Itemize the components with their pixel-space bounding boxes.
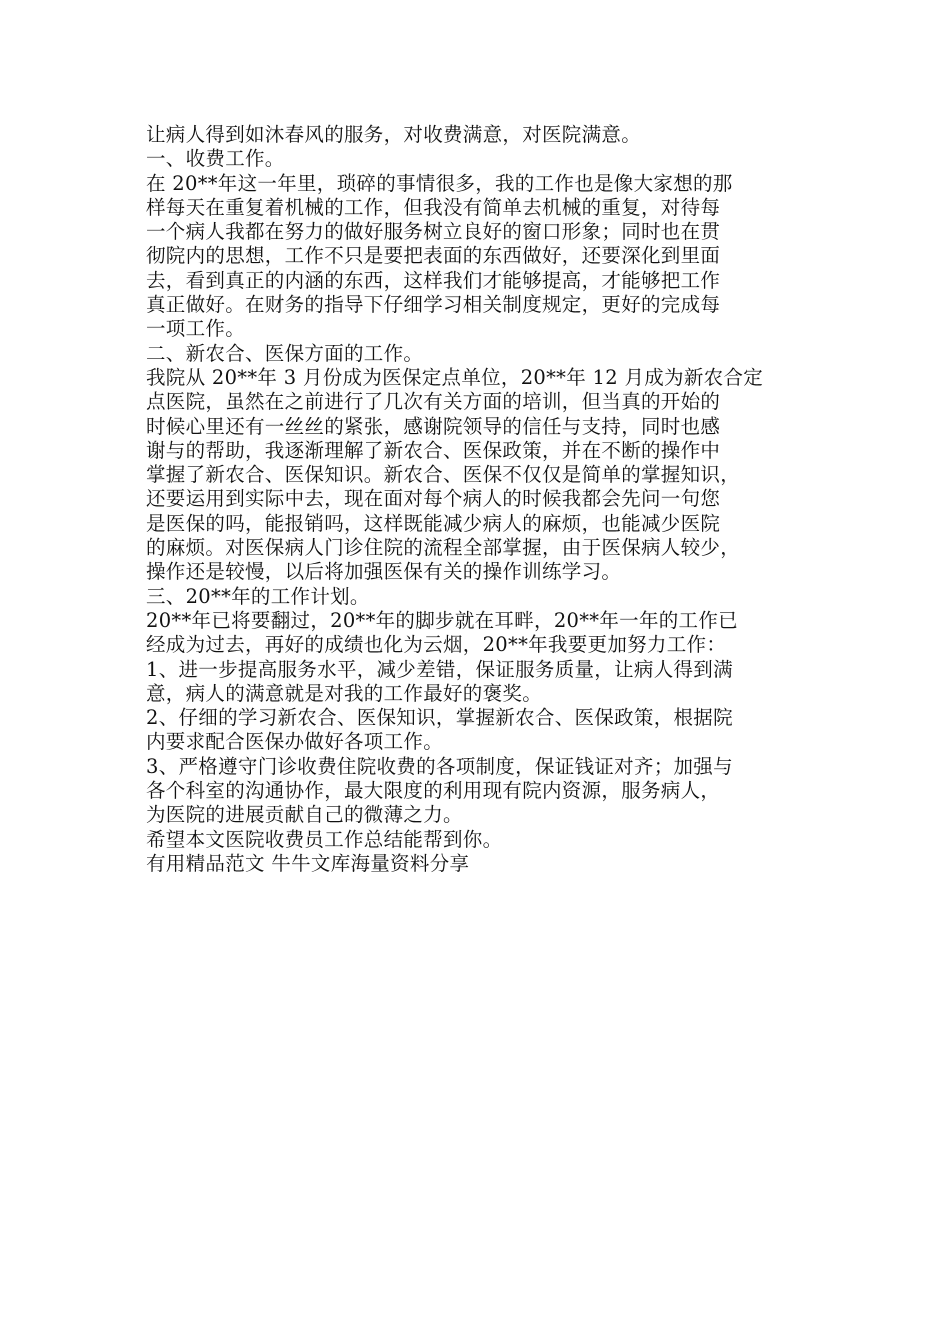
text-line: 彻院内的思想，工作不只是要把表面的东西做好，还要深化到里面 (146, 244, 721, 268)
text-line: 掌握了新农合、医保知识。新农合、医保不仅仅是简单的掌握知识， (146, 463, 741, 487)
text-line: 为医院的进展贡献自己的微薄之力。 (146, 803, 463, 827)
text-line: 真正做好。在财务的指导下仔细学习相关制度规定，更好的完成每 (146, 293, 721, 317)
text-line: 在 20**年这一年里，琐碎的事情很多，我的工作也是像大家想的那 (146, 171, 733, 195)
list-item: 3、严格遵守门诊收费住院收费的各项制度，保证钱证对齐；加强与 (146, 754, 733, 778)
text-line: 意，病人的满意就是对我的工作最好的褒奖。 (146, 681, 543, 705)
closing-line: 希望本文医院收费员工作总结能帮到你。 (146, 827, 503, 851)
section-heading: 三、20**年的工作计划。 (146, 584, 370, 608)
text-line: 让病人得到如沐春风的服务，对收费满意，对医院满意。 (146, 123, 642, 146)
text-line: 我院从 20**年 3 月份成为医保定点单位，20**年 12 月成为新农合定 (146, 365, 764, 389)
text-line: 20**年已将要翻过，20**年的脚步就在耳畔，20**年一年的工作已 (146, 608, 738, 632)
section-heading: 二、新农合、医保方面的工作。 (146, 341, 424, 365)
text-line: 是医保的吗，能报销吗，这样既能减少病人的麻烦，也能减少医院 (146, 511, 721, 535)
text-line: 时候心里还有一丝丝的紧张，感谢院领导的信任与支持，同时也感 (146, 414, 721, 438)
text-line: 内要求配合医保办做好各项工作。 (146, 730, 444, 754)
list-item: 1、进一步提高服务水平，减少差错，保证服务质量，让病人得到满 (146, 657, 733, 681)
text-line: 各个科室的沟通协作，最大限度的利用现有院内资源，服务病人， (146, 779, 721, 803)
text-line: 还要运用到实际中去，现在面对每个病人的时候我都会先问一句您 (146, 487, 721, 511)
text-line: 一项工作。 (146, 317, 246, 341)
footer-line: 有用精品范文 牛牛文库海量资料分享 (146, 851, 470, 875)
text-line: 的麻烦。对医保病人门诊住院的流程全部掌握，由于医保病人较少， (146, 536, 741, 560)
text-line: 样每天在重复着机械的工作，但我没有简单去机械的重复，对待每 (146, 195, 721, 219)
text-line: 经成为过去，再好的成绩也化为云烟，20**年我要更加努力工作： (146, 633, 727, 657)
document-body (146, 123, 814, 876)
list-item: 2、仔细的学习新农合、医保知识，掌握新农合、医保政策，根据院 (146, 706, 733, 730)
text-line: 谢与的帮助，我逐渐理解了新农合、医保政策，并在不断的操作中 (146, 438, 721, 462)
text-line: 去，看到真正的内涵的东西，这样我们才能够提高，才能够把工作 (146, 268, 721, 292)
text-line: 一个病人我都在努力的做好服务树立良好的窗口形象；同时也在贯 (146, 220, 721, 244)
text-line: 点医院，虽然在之前进行了几次有关方面的培训，但当真的开始的 (146, 390, 721, 414)
section-heading: 一、收费工作。 (146, 147, 285, 171)
text-line: 操作还是较慢，以后将加强医保有关的操作训练学习。 (146, 560, 622, 584)
